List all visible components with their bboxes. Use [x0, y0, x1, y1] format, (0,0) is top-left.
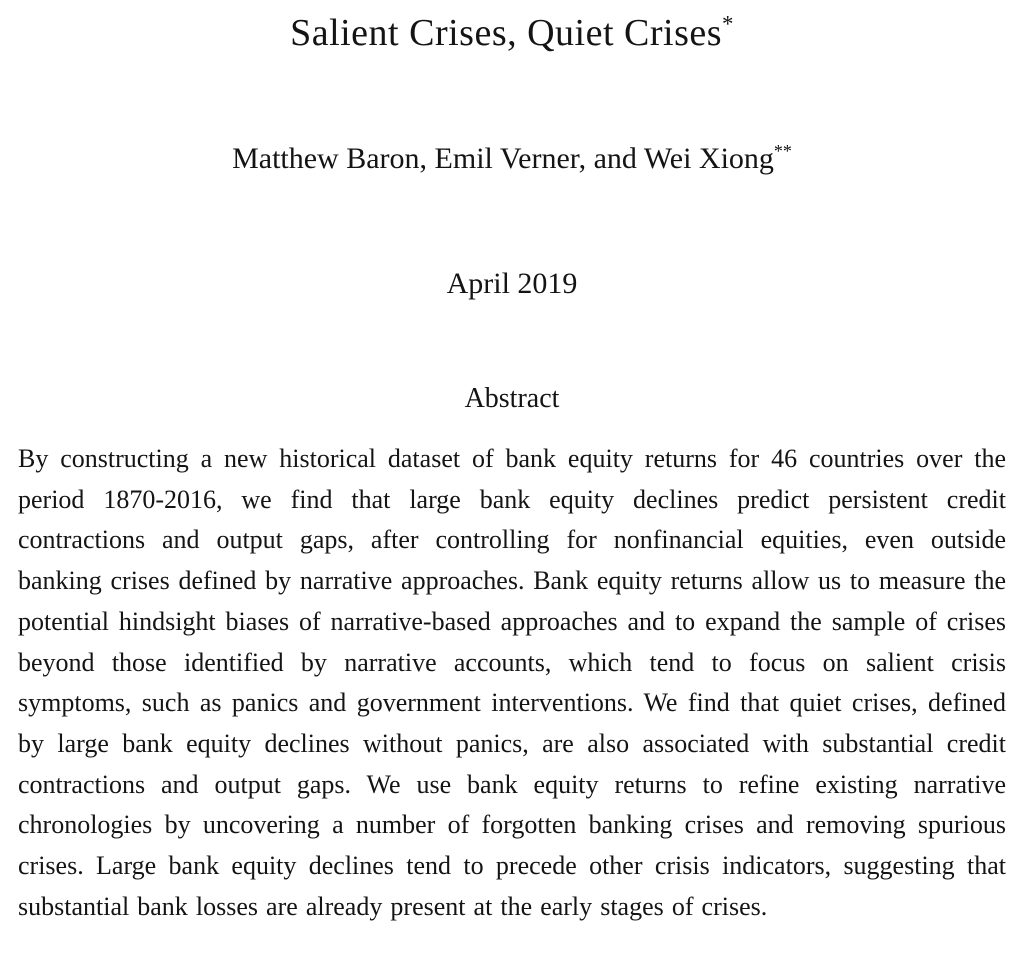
- author-names: Matthew Baron, Emil Verner, and Wei Xiong: [232, 142, 774, 175]
- author-line: [18, 138, 1006, 180]
- publication-date: April 2019: [446, 267, 578, 300]
- paper-title-text: Salient Crises, Quiet Crises: [290, 12, 723, 54]
- paper-title-page: [0, 8, 1024, 970]
- authors-footnote-marker: **: [773, 141, 792, 161]
- abstract-heading: Abstract: [464, 383, 560, 414]
- abstract-paragraph: By constructing a new historical dataset of bank equity returns for 46 countries over the period 1870-2016, we find that large bank equity declines predict persistent credit contractions and output gaps, after controlling for nonfinancial equities, even outside banking crises defined by narrative approaches. Bank equity returns allow us to measure the potential hindsight biases of narrative-based approaches and to expand the sample of crises beyond those identified by narrative accounts, which tend to focus on salient crisis symptoms, such as panics and government interventions. We find that quiet crises, defined by large bank equity declines without panics, are also associated with substantial credit contractions and output gaps. We use bank equity returns to refine existing narrative chronologies by uncovering a number of forgotten banking crises and removing spurious crises. Large bank equity declines tend to precede other crisis indicators, suggesting that substantial bank losses are already present at the early stages of crises.: [18, 444, 1006, 921]
- paper-title: [18, 8, 1006, 58]
- title-footnote-marker: *: [722, 11, 734, 37]
